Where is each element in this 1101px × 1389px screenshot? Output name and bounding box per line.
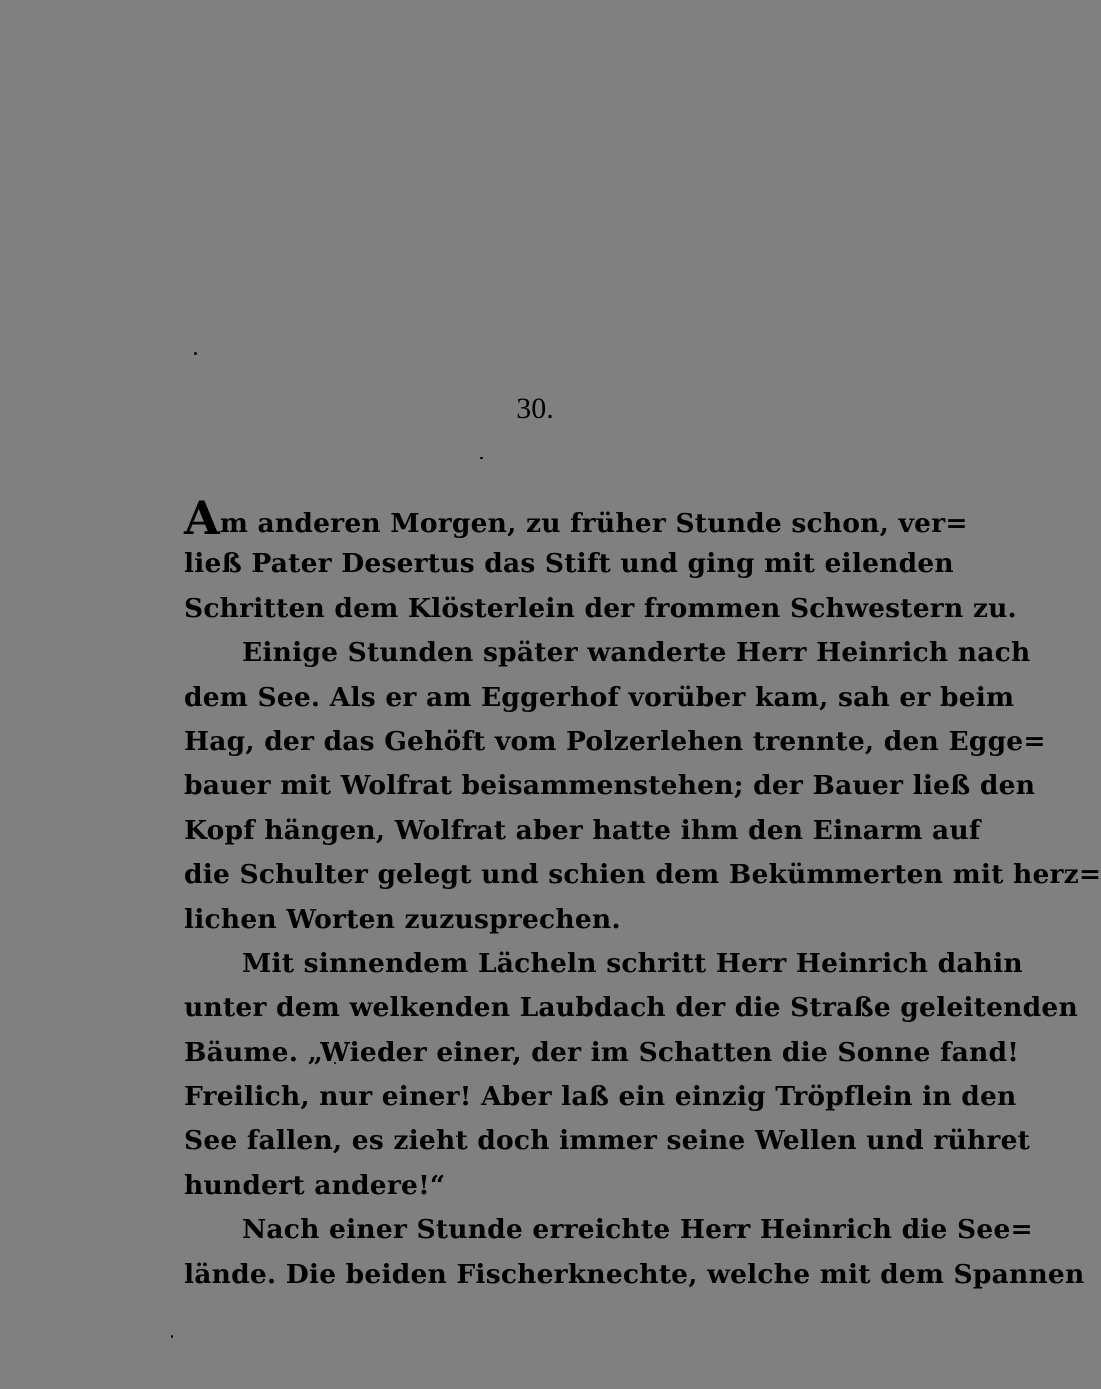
text-line: Bäume. „Wieder einer, der im Schatten die Sonne fand!	[184, 1036, 1020, 1068]
text-line: Schritten dem Klösterlein der frommen Schwestern zu.	[184, 592, 1017, 624]
text-line-content: m anderen Morgen, zu früher Stunde schon, ver=	[219, 508, 968, 539]
text-line: die Schulter gelegt und schien dem Bekümmerten mit herz=	[184, 859, 1101, 891]
text-line: Einige Stunden später wanderte Herr Heinrich nach	[242, 637, 1031, 669]
paper-speck	[480, 457, 483, 459]
text-line: ließ Pater Desertus das Stift und ging mit eilenden	[184, 548, 954, 580]
paper-speck	[171, 1335, 173, 1338]
text-line: See fallen, es zieht doch immer seine Wellen und rühret	[184, 1125, 1031, 1157]
text-line: Mit sinnendem Lächeln schritt Herr Heinrich dahin	[242, 947, 1023, 979]
chapter-number: 30.	[516, 392, 554, 425]
text-line: lände. Die beiden Fischerknechte, welche mit dem Spannen	[184, 1258, 1085, 1290]
body-text	[184, 491, 1101, 1297]
text-line: dem See. Als er am Eggerhof vorüber kam, sah er beim	[184, 681, 1015, 713]
text-line: unter dem welkenden Laubdach der die Straße geleitenden	[184, 992, 1078, 1024]
text-line: Kopf hängen, Wolfrat aber hatte ihm den Einarm auf	[184, 814, 981, 846]
text-line: Nach einer Stunde erreichte Herr Heinrich die See=	[242, 1214, 1033, 1246]
text-line: bauer mit Wolfrat beisammenstehen; der Bauer ließ den	[184, 770, 1036, 802]
text-line: Hag, der das Gehöft vom Polzerlehen trennte, den Egge=	[184, 725, 1046, 757]
paper-speck	[194, 352, 197, 355]
drop-cap: A	[184, 491, 220, 545]
text-line: hundert andere!“	[184, 1169, 446, 1201]
text-line: Freilich, nur einer! Aber laß ein einzig Tröpflein in den	[184, 1081, 1017, 1113]
text-line: lichen Worten zuzusprechen.	[184, 903, 621, 935]
text-line	[184, 491, 968, 545]
